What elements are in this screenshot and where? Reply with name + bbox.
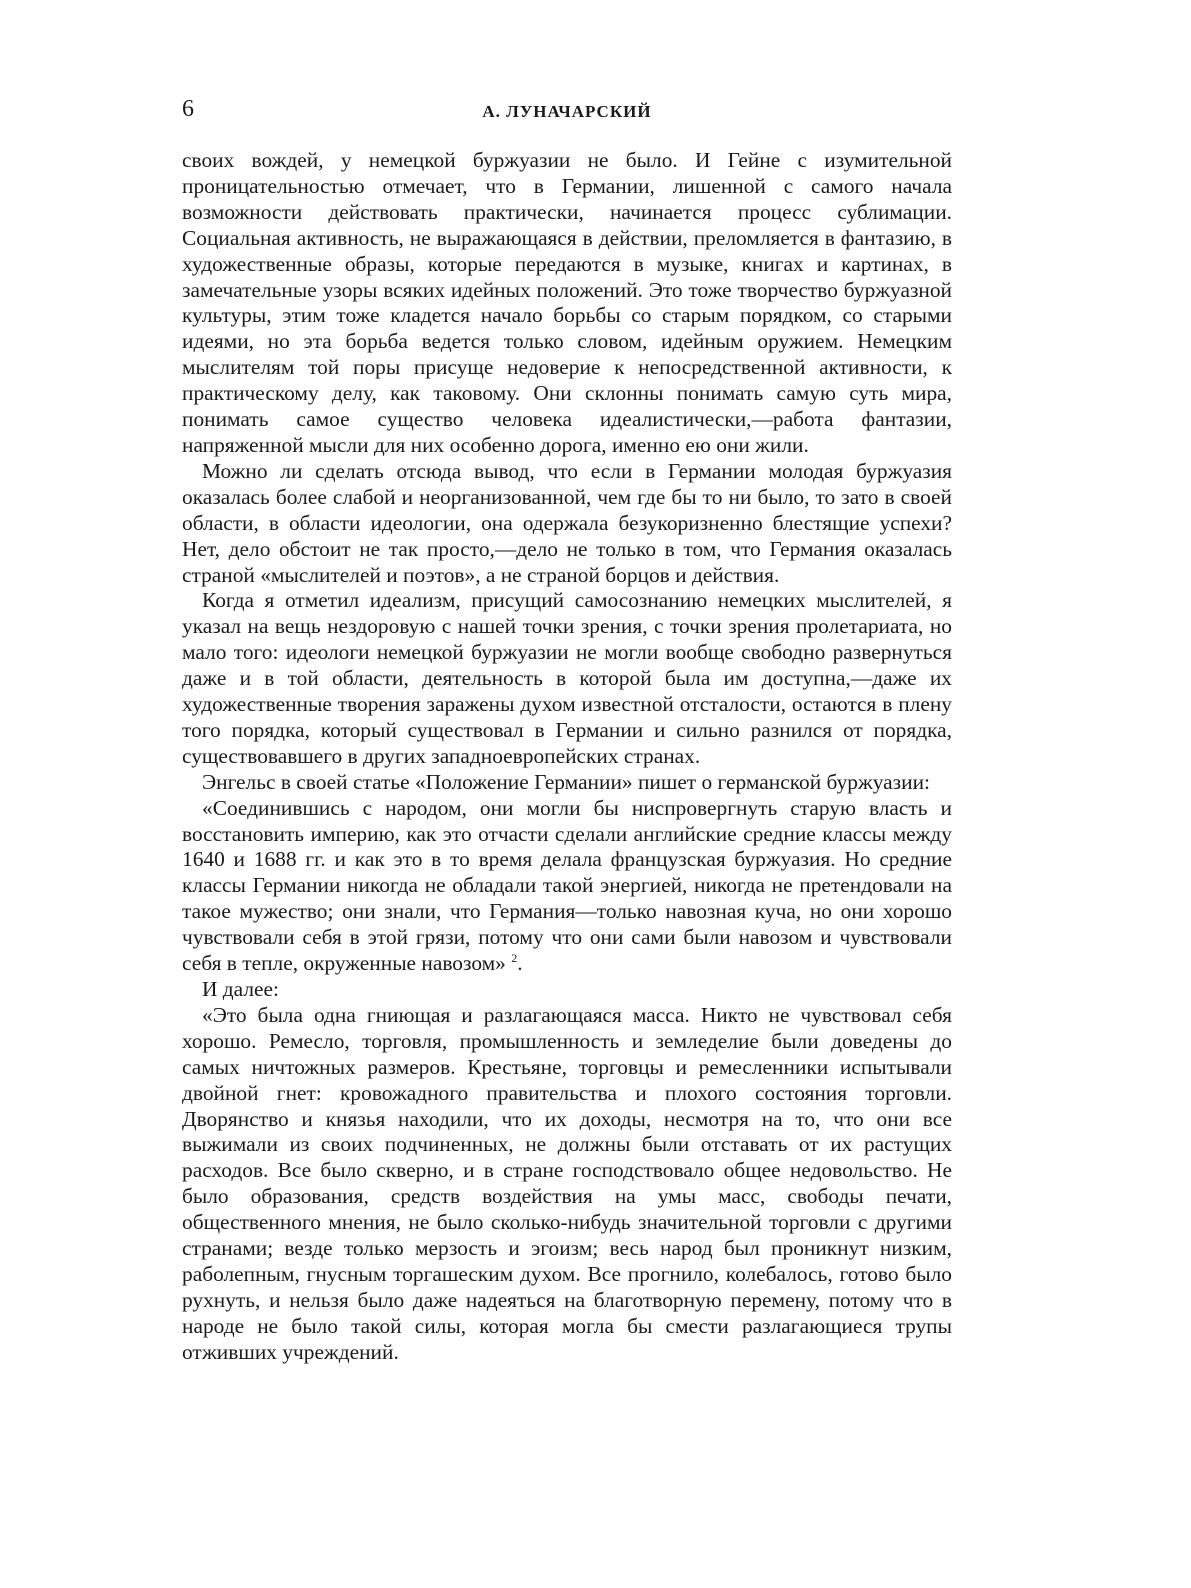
paragraph: Когда я отметил идеализм, присущий самосознанию немецких мыслителей, я указал на вещь нездоровую с нашей точки зрения, с точки зрения пролетариата, но мало того: идеологи немецкой буржуазии не могли вообще свободно развернуться даже и в той области, деятельность в которой была им доступна,—даже их художественные творения заражены духом известной отсталости, остаются в плену того порядка, который существовал в Германии и сильно разнился от порядка, существовавшего в других западноевропейских странах. — [182, 588, 952, 768]
quote-paragraph: «Это была одна гниющая и разлагающаяся масса. Никто не чувствовал себя хорошо. Ремесло, торговля, промышленность и земледелие были доведены до самых ничтожных размеров. Крестьяне, торговцы и ремесленники испытывали двойной гнет: кровожадного правительства и плохого состояния торговли. Дворянство и князья находили, что их доходы, несмотря на то, что они все выжимали из своих подчиненных, не должны были отставать от их растущих расходов. Все было скверно, и в стране господствовало общее недовольство. Не было образования, средств воздействия на умы масс, свободы печати, общественного мнения, не было сколько-нибудь значительной торговли с другими странами; везде только мерзость и эгоизм; весь народ был проникнут низким, раболепным, гнусным торгашеским духом. Все прогнило, колебалось, готово было рухнуть, и нельзя было даже надеяться на благотворную перемену, потому что в народе не было такой силы, которая могла бы смести разлагающиеся трупы отживших учреждений. — [182, 1002, 952, 1364]
running-title: А. ЛУНАЧАРСКИЙ — [482, 102, 652, 121]
footnote-marker: 2 — [511, 950, 518, 965]
paragraph: Можно ли сделать отсюда вывод, что если в Германии молодая буржуазия оказалась более слабой и неорганизованной, чем где бы то ни было, то зато в своей области, в области идеологии, она одержала безукоризненно блестящие успехи? Нет, дело обстоит не так просто,—дело не только в том, что Германия оказалась страной «мыслителей и поэтов», а не страной борцов и действия. — [182, 458, 952, 587]
quote-paragraph — [182, 796, 952, 977]
book-page — [182, 92, 952, 1366]
page-header — [182, 92, 952, 132]
page-number: 6 — [182, 96, 194, 122]
paragraph: И далее: — [202, 977, 279, 1001]
quote-text: «Соединившись с народом, они могли бы ниспровергнуть старую власть и восстановить империю, как это отчасти сделали английские средние классы между 1640 и 1688 гг. и как это в то время делала французская буржуазия. Но средние классы Германии никогда не обладали такой энергией, никогда не претендовали на такое мужество; они знали, что Германия—только навозная куча, но они хорошо чувствовали себя в этой грязи, потому что они сами были навозом и чувствовали себя в тепле, окруженные навозом» — [182, 795, 952, 976]
paragraph: своих вождей, у немецкой буржуазии не было. И Гейне с изумительной проницательностью отмечает, что в Германии, лишенной с самого начала возможности действовать практически, начинается процесс сублимации. Социальная активность, не выражающаяся в действии, преломляется в фантазию, в художественные образы, которые передаются в музыке, книгах и картинах, в замечательные узоры всяких идейных положений. Это тоже творчество буржуазной культуры, этим тоже кладется начало борьбы со старым порядком, со старыми идеями, но эта борьба ведется только словом, идейным оружием. Немецким мыслителям той поры присуще недоверие к непосредственной активности, к практическому делу, как таковому. Они склонны понимать самую суть мира, понимать самое существо человека идеалистически,—работа фантазии, напряженной мысли для них особенно дорога, именно ею они жили. — [182, 148, 952, 457]
quote-end: . — [517, 951, 523, 976]
body-text — [182, 148, 952, 1366]
paragraph: Энгельс в своей статье «Положение Германии» пишет о германской буржуазии: — [202, 769, 930, 794]
